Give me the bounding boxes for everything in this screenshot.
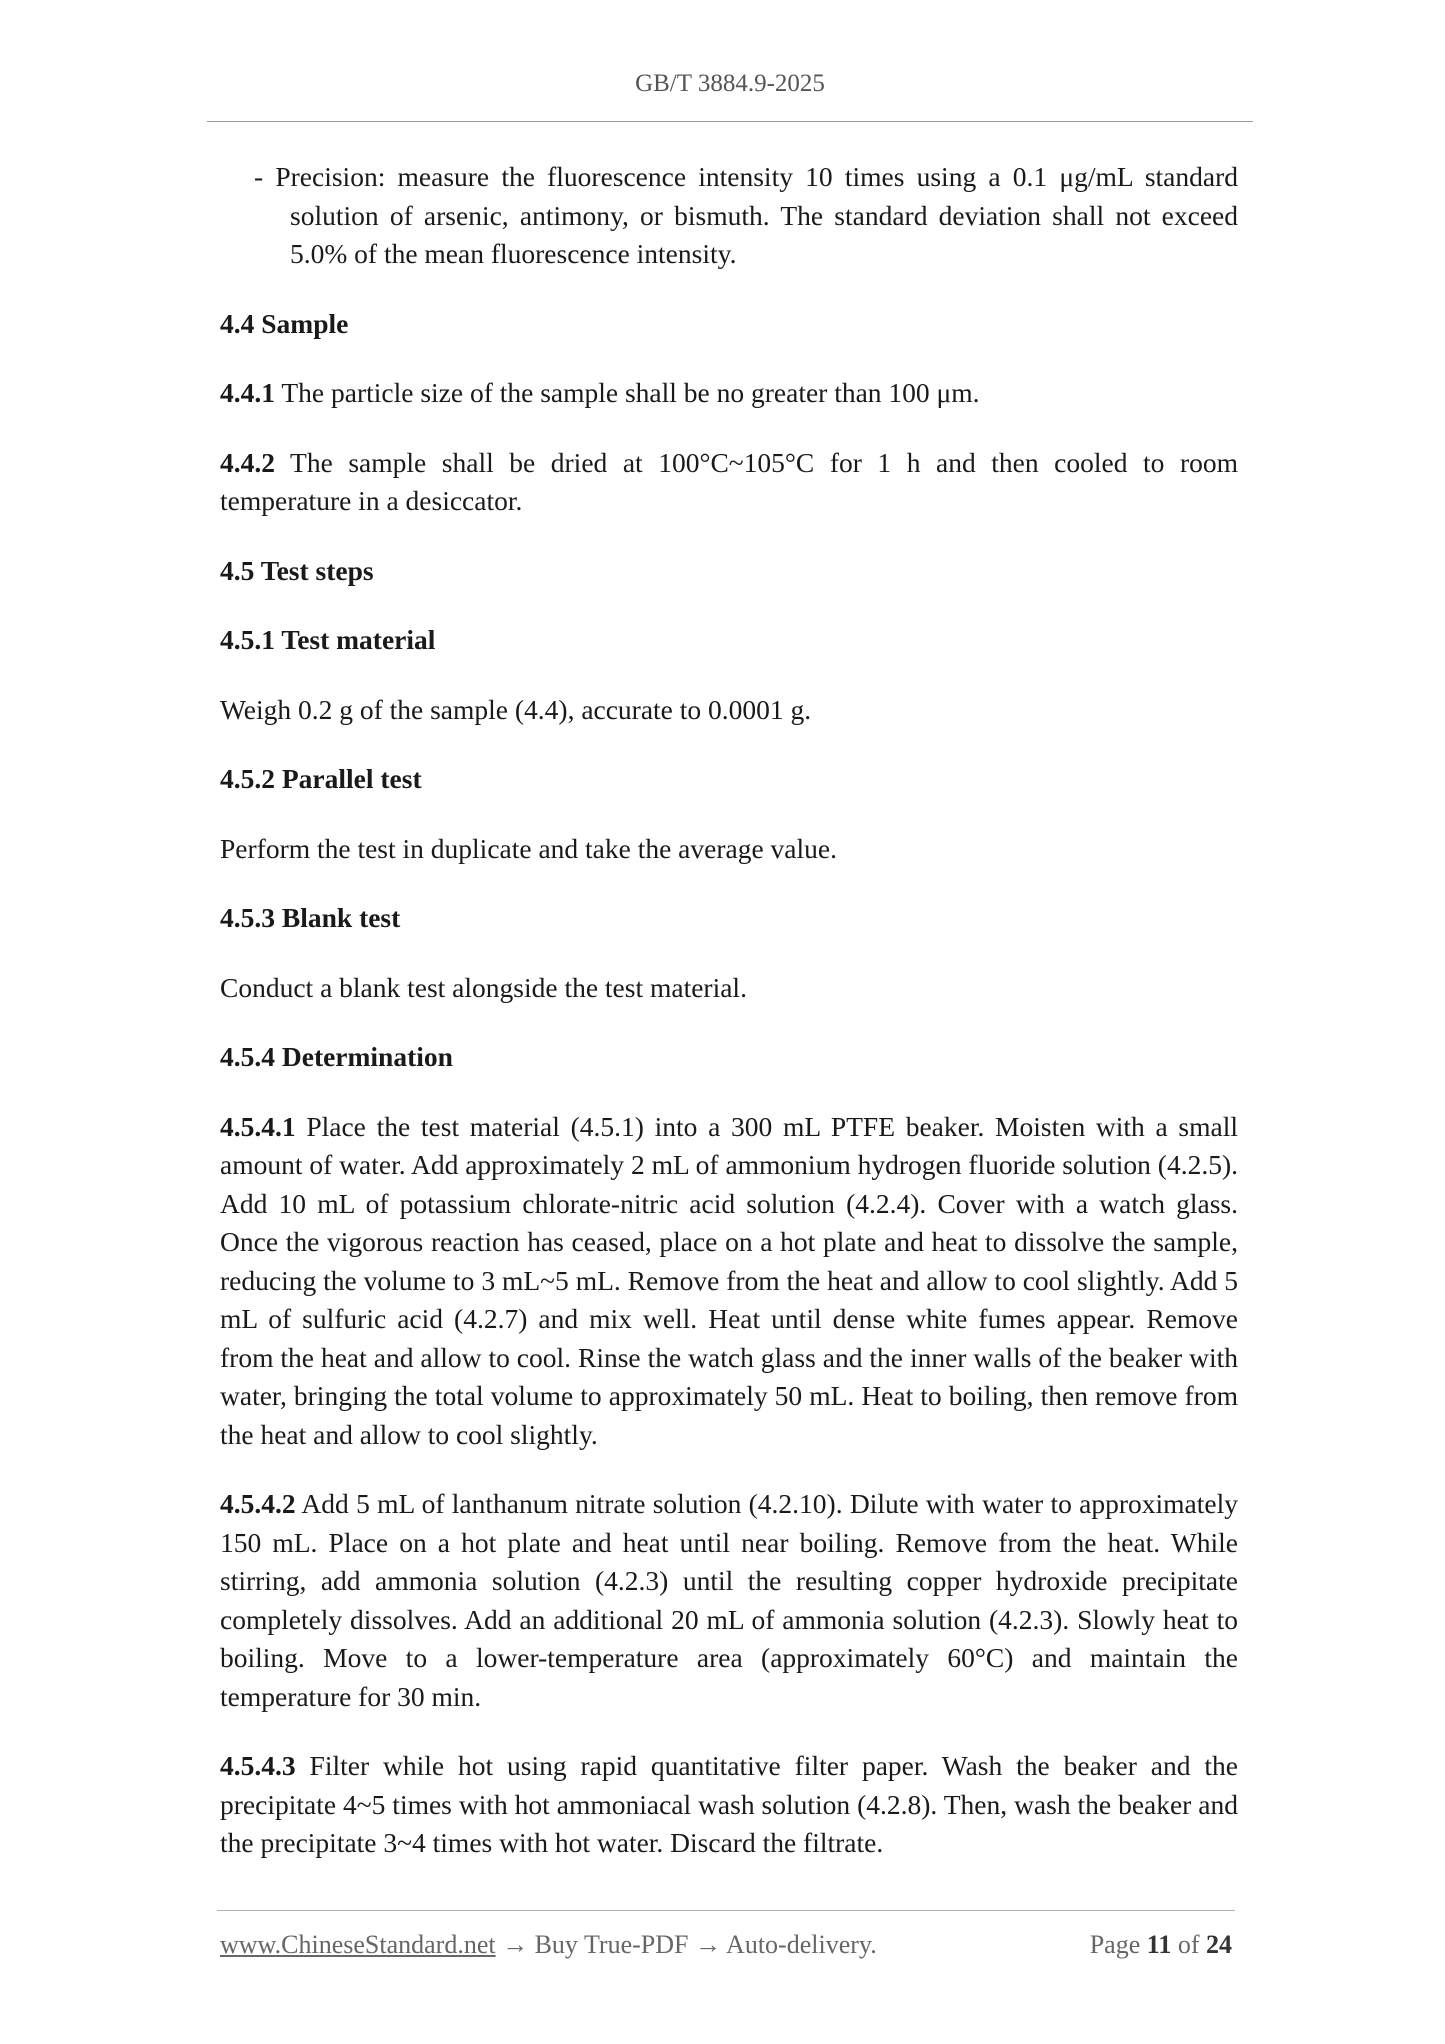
- section-heading-4-5-4: 4.5.4 Determination: [220, 1041, 453, 1072]
- page-footer: [220, 1930, 1232, 1960]
- section-heading-4-5-2: 4.5.2 Parallel test: [220, 763, 422, 794]
- precision-bullet: - Precision: measure the fluorescence intensity 10 times using a 0.1 μg/mL standard solution of arsenic, antimony, or bismuth. The standard deviation shall not exceed 5.0% of the mean fluorescence intensity.: [254, 161, 1238, 269]
- page-word: Page: [1089, 1930, 1147, 1959]
- clause-text: Filter while hot using rapid quantitative filter paper. Wash the beaker and the precipitate 4~5 times with hot ammoniacal wash solution (4.2.8). Then, wash the beaker and the precipitate 3~4 times with hot water. Discard the filtrate.: [220, 1750, 1238, 1858]
- section-heading-4-5: 4.5 Test steps: [220, 554, 374, 586]
- header-divider: [207, 121, 1253, 122]
- clause-4-5-4-3: [220, 1747, 1238, 1863]
- clause-number: 4.4.1: [220, 377, 275, 408]
- page-indicator: [1090, 1930, 1232, 1960]
- section-heading-4-5-3: 4.5.3 Blank test: [220, 902, 401, 933]
- total-pages: 24: [1206, 1930, 1232, 1959]
- footer-promo-text: → Buy True-PDF → Auto-delivery.: [495, 1930, 877, 1959]
- clause-4-5-4-1: [220, 1108, 1238, 1455]
- section-heading-4-5-1: 4.5.1 Test material: [220, 624, 436, 655]
- page-header: GB/T 3884.9-2025: [635, 70, 825, 97]
- clause-number: 4.4.2: [220, 446, 275, 478]
- clause-4-5-4-2: [220, 1485, 1238, 1716]
- clause-4-5-3-text: Conduct a blank test alongside the test material.: [220, 971, 747, 1003]
- clause-text: The particle size of the sample shall be no greater than 100 μm.: [275, 377, 980, 408]
- clause-text: Place the test material (4.5.1) into a 300 mL PTFE beaker. Moisten with a small amount of water. Add approximately 2 mL of ammonium hydrogen fluoride solution (4.2.5). Add 10 mL of potassium chlorate-nitric acid solution (4.2.4). Cover with a watch glass. Once the vigorous reaction has ceased, place on a hot plate and heat to dissolve the sample, reducing the volume to 3 mL~5 mL. Remove from the heat and allow to cool slightly. Add 5 mL of sulfuric acid (4.2.7) and mix well. Heat until dense white fumes appear. Remove from the heat and allow to cool. Rinse the watch glass and the inner walls of the beaker with water, bringing the total volume to approximately 50 mL. Heat to boiling, then remove from the heat and allow to cool slightly.: [220, 1110, 1238, 1450]
- clause-text: The sample shall be dried at 100°C~105°C for 1 h and then cooled to room temperature in a desiccator.: [220, 446, 1238, 516]
- footer-divider: [217, 1910, 1235, 1911]
- clause-number: 4.5.4.1: [220, 1110, 296, 1142]
- clause-number: 4.5.4.3: [220, 1750, 296, 1781]
- clause-4-4-2: [220, 444, 1238, 521]
- current-page: 11: [1146, 1930, 1172, 1959]
- section-heading-4-4: 4.4 Sample: [220, 307, 349, 339]
- document-body: [220, 150, 1238, 1863]
- clause-4-5-2-text: Perform the test in duplicate and take the average value.: [220, 832, 837, 864]
- website-link[interactable]: www.ChineseStandard.net: [220, 1930, 496, 1959]
- clause-4-5-1-text: Weigh 0.2 g of the sample (4.4), accurate to 0.0001 g.: [220, 693, 812, 725]
- clause-text: Add 5 mL of lanthanum nitrate solution (4.2.10). Dilute with water to approximately 150 mL. Place on a hot plate and heat until near boiling. Remove from the heat. While stirring, add ammonia solution (4.2.3) until the resulting copper hydroxide precipitate completely dissolves. Add an additional 20 mL of ammonia solution (4.2.3). Slowly heat to boiling. Move to a lower-temperature area (approximately 60°C) and maintain the temperature for 30 min.: [220, 1488, 1238, 1712]
- clause-4-4-1: [220, 374, 1238, 413]
- of-word: of: [1171, 1930, 1206, 1959]
- clause-number: 4.5.4.2: [220, 1488, 296, 1519]
- footer-left: [220, 1930, 877, 1960]
